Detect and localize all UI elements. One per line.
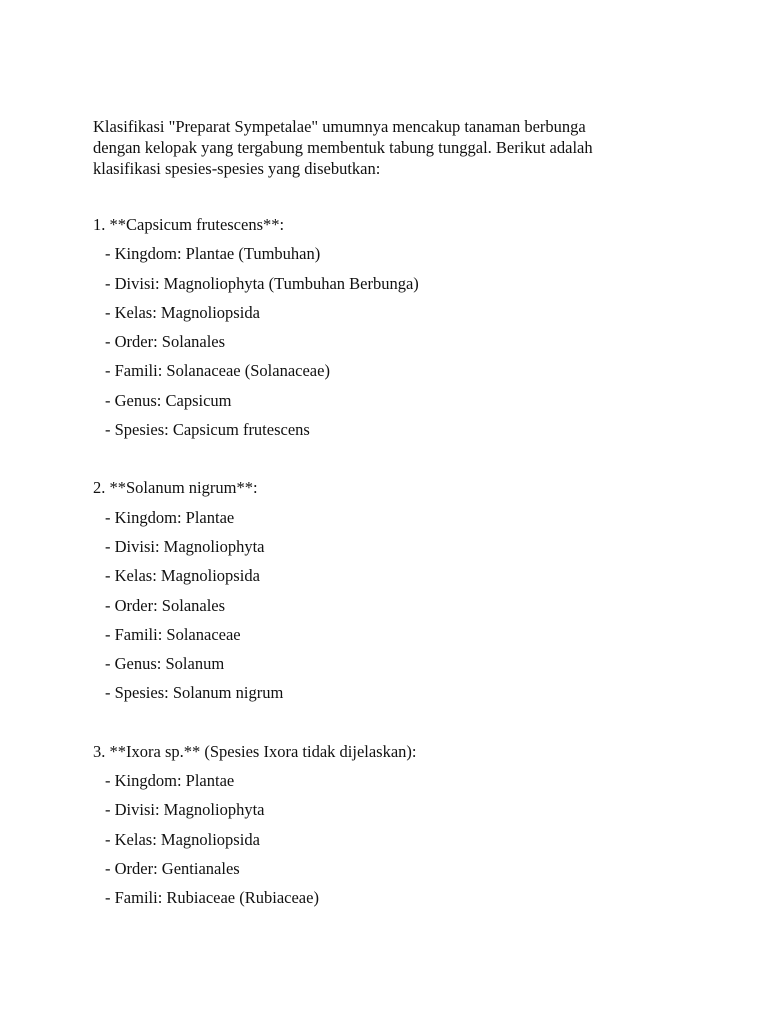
classification-item: - Kelas: Magnoliopsida bbox=[105, 829, 260, 849]
classification-item: - Divisi: Magnoliophyta (Tumbuhan Berbunga) bbox=[105, 273, 419, 293]
species-section-solanum bbox=[93, 473, 693, 707]
classification-item: - Famili: Solanaceae (Solanaceae) bbox=[105, 361, 330, 381]
classification-list bbox=[93, 239, 693, 444]
classification-item: - Spesies: Solanum nigrum bbox=[105, 683, 284, 703]
species-heading: 1. **Capsicum frutescens**: bbox=[93, 215, 285, 234]
species-heading: 3. **Ixora sp.** (Spesies Ixora tidak dijelaskan): bbox=[93, 741, 417, 761]
classification-item: - Spesies: Capsicum frutescens bbox=[105, 420, 310, 440]
classification-list bbox=[93, 503, 693, 708]
classification-item: - Kelas: Magnoliopsida bbox=[105, 566, 260, 586]
classification-item: - Divisi: Magnoliophyta bbox=[105, 800, 265, 820]
intro-line: Klasifikasi "Preparat Sympetalae" umumnya mencakup tanaman berbunga bbox=[93, 117, 586, 136]
classification-item: - Kingdom: Plantae bbox=[105, 771, 235, 791]
classification-item: - Order: Solanales bbox=[105, 595, 226, 615]
classification-item: - Order: Gentianales bbox=[105, 858, 240, 878]
intro-paragraph bbox=[93, 116, 693, 179]
classification-item: - Kingdom: Plantae (Tumbuhan) bbox=[105, 244, 321, 264]
classification-item: - Famili: Solanaceae bbox=[105, 624, 241, 644]
classification-item: - Kingdom: Plantae bbox=[105, 507, 235, 527]
classification-item: - Divisi: Magnoliophyta bbox=[105, 536, 265, 556]
classification-item: - Famili: Rubiaceae (Rubiaceae) bbox=[105, 888, 319, 908]
classification-item: - Genus: Solanum bbox=[105, 654, 225, 674]
classification-list bbox=[93, 766, 693, 912]
document-body bbox=[93, 116, 693, 913]
classification-item: - Kelas: Magnoliopsida bbox=[105, 302, 260, 322]
intro-line: klasifikasi spesies-spesies yang disebutkan: bbox=[93, 159, 381, 178]
classification-item: - Genus: Capsicum bbox=[105, 390, 232, 410]
species-heading: 2. **Solanum nigrum**: bbox=[93, 478, 258, 498]
intro-line: dengan kelopak yang tergabung membentuk tabung tunggal. Berikut adalah bbox=[93, 138, 593, 157]
species-section-ixora bbox=[93, 737, 693, 913]
species-section-capsicum bbox=[93, 210, 693, 444]
classification-item: - Order: Solanales bbox=[105, 332, 226, 352]
